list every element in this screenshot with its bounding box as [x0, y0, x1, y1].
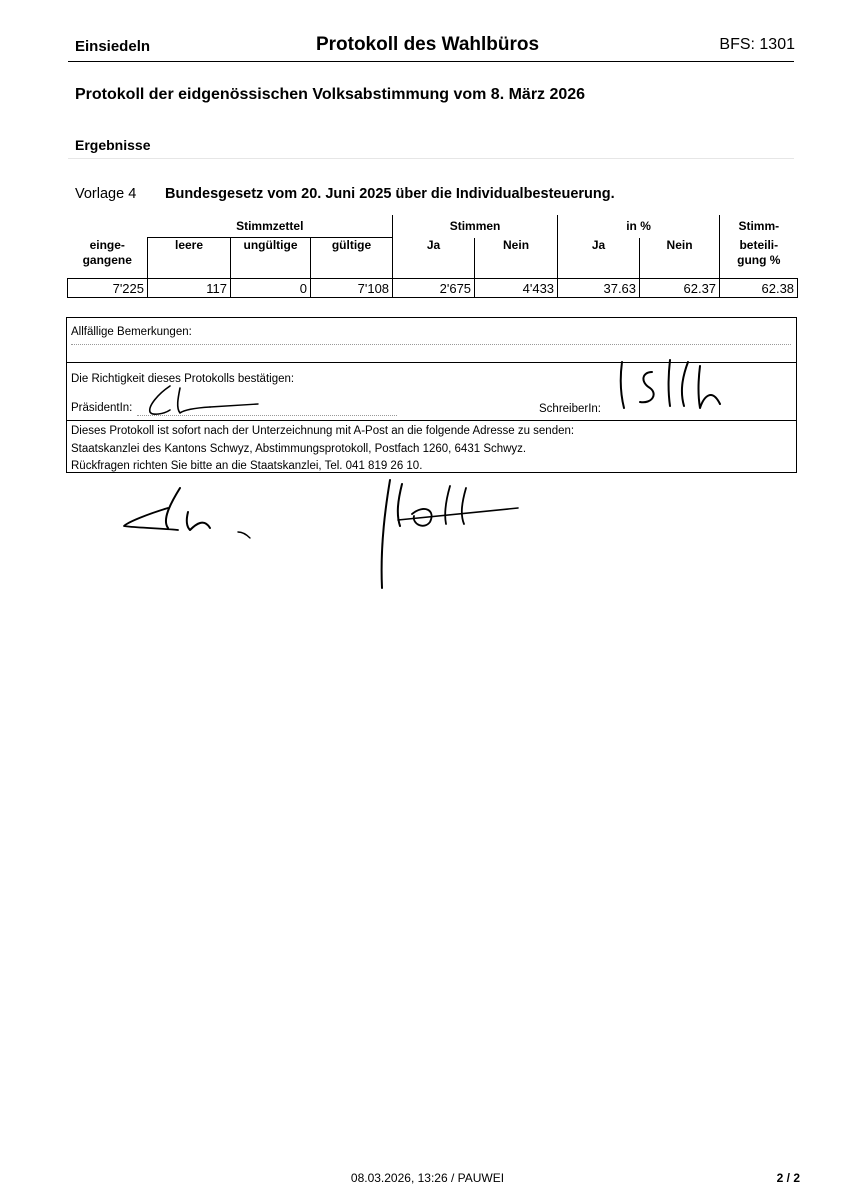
header-stimmen: Stimmen: [393, 215, 558, 238]
confirm-label: Die Richtigkeit dieses Protokolls bestätigen:: [71, 373, 295, 385]
document-title: Protokoll des Wahlbüros: [315, 34, 540, 55]
col-leere: leere: [148, 238, 231, 279]
signature-mark-1: [118, 484, 268, 544]
col-eingegangene-line1: einge-: [89, 237, 125, 252]
clerk-signature: [612, 352, 742, 414]
page-number: 2 / 2: [776, 1171, 800, 1185]
col-eingegangene: [68, 238, 148, 279]
results-table: [67, 215, 798, 298]
section-title: Ergebnisse: [75, 137, 151, 153]
note-line-2: Staatskanzlei des Kantons Schwyz, Abstimmungsprotokoll, Postfach 1260, 6431 Schwyz.: [71, 443, 527, 455]
col-gueltige: gültige: [311, 238, 393, 279]
note-line-3: Rückfragen richten Sie bitte an die Staatskanzlei, Tel. 041 819 26 10.: [71, 460, 423, 472]
col-ja: Ja: [393, 238, 475, 279]
value-nein-percent: 62.37: [640, 279, 720, 298]
section-divider: [68, 158, 794, 159]
value-gueltige: 7'108: [311, 279, 393, 298]
value-beteiligung: 62.38: [720, 279, 798, 298]
vorlage-number: Vorlage 4: [75, 186, 137, 202]
col-nein: Nein: [475, 238, 558, 279]
value-ja: 2'675: [393, 279, 475, 298]
header-stimm: Stimm-: [720, 215, 798, 238]
municipality-name: Einsiedeln: [75, 38, 151, 55]
note-line-1: Dieses Protokoll ist sofort nach der Unterzeichnung mit A-Post an die folgende Adresse zu senden:: [71, 425, 575, 437]
value-eingegangene: 7'225: [68, 279, 148, 298]
protocol-subtitle: Protokoll der eidgenössischen Volksabstimmung vom 8. März 2026: [75, 86, 586, 103]
col-eingegangene-line2: gangene: [82, 252, 132, 267]
footer-timestamp: 08.03.2026, 13:26 / PAUWEI: [350, 1171, 505, 1185]
value-ungueltige: 0: [231, 279, 311, 298]
clerk-label: SchreiberIn:: [539, 403, 602, 415]
col-ungueltige: ungültige: [231, 238, 311, 279]
header-in-percent: in %: [558, 215, 720, 238]
col-ja-percent: Ja: [558, 238, 640, 279]
table-row: [68, 279, 798, 298]
col-beteiligung-line1: beteili-: [739, 237, 779, 252]
bfs-number: BFS: 1301: [719, 36, 795, 53]
col-nein-percent: Nein: [640, 238, 720, 279]
header-stimmzettel: Stimmzettel: [236, 218, 304, 233]
vorlage-title: Bundesgesetz vom 20. Juni 2025 über die Individualbesteuerung.: [165, 186, 615, 202]
col-beteiligung-line2: gung %: [737, 252, 781, 267]
signature-mark-2: [368, 474, 528, 594]
remarks-line: [71, 344, 791, 345]
value-ja-percent: 37.63: [558, 279, 640, 298]
value-nein: 4'433: [475, 279, 558, 298]
header-divider: [68, 61, 794, 62]
value-leere: 117: [148, 279, 231, 298]
president-signature: [140, 380, 270, 420]
col-beteiligung: [720, 238, 798, 279]
remarks-label: Allfällige Bemerkungen:: [71, 326, 192, 338]
president-label: PräsidentIn:: [71, 402, 133, 414]
box-divider: [67, 420, 796, 421]
